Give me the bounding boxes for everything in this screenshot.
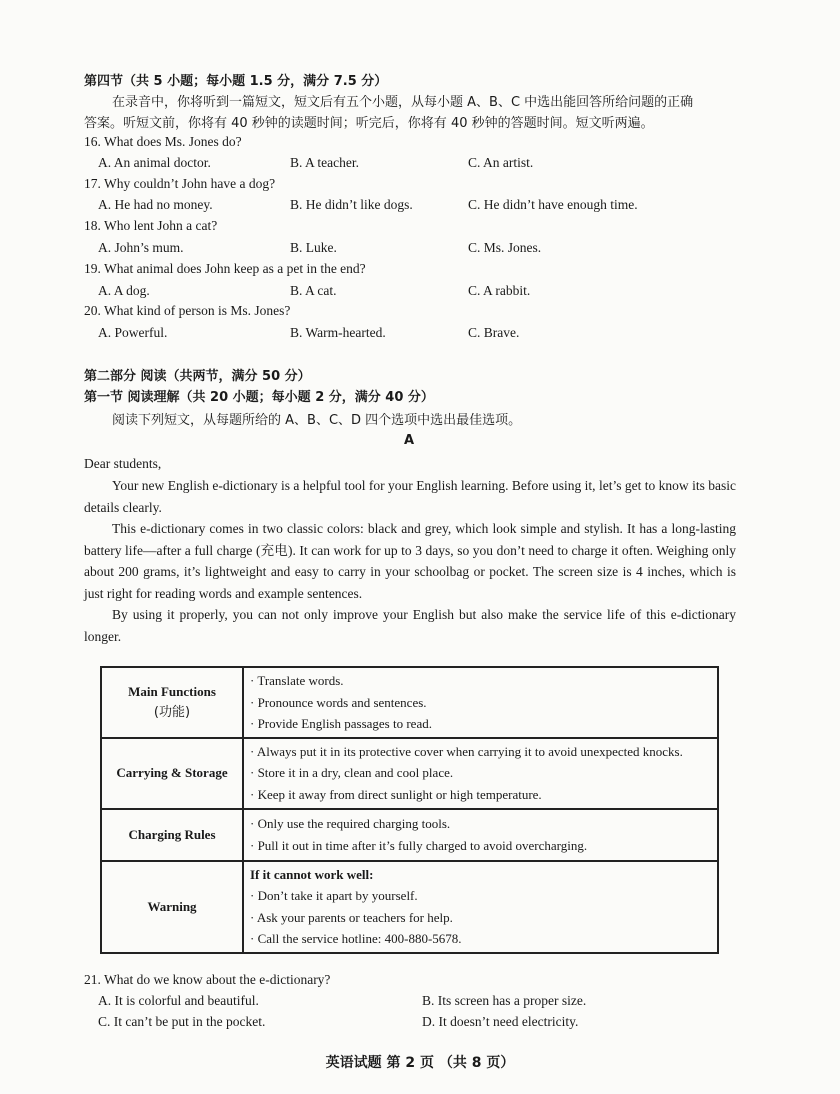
row-item: · Pull it out in time after it’s fully charged to avoid overcharging. xyxy=(250,837,588,853)
option-b: B. A teacher. xyxy=(290,155,359,170)
option-b: B. A cat. xyxy=(290,283,337,298)
table-row-charging-rules xyxy=(101,809,718,861)
passage-greeting: Dear students, xyxy=(84,456,162,471)
option-a: A. John’s mum. xyxy=(98,240,184,255)
passage-paragraph-2: This e-dictionary comes in two classic colors: black and grey, which look simple and stylish. It has a long-lasting battery life—after a full charge (充电). It can work for up to 3 days, so you don’t need to charge it often. Weighing only about 200 grams, it’s lightweight and easy to carry in your schoolbag or pocket. The screen size is 4 inches, which is just right for reading words and example sentences. xyxy=(84,521,736,601)
option-c: C. An artist. xyxy=(468,155,534,170)
table-row-carrying-storage xyxy=(101,738,718,809)
row-label: Carrying & Storage xyxy=(101,738,243,809)
row-heading: If it cannot work well: xyxy=(250,866,374,882)
question-text: 20. What kind of person is Ms. Jones? xyxy=(84,303,291,318)
row-item: · Don’t take it apart by yourself. xyxy=(250,888,418,903)
question-text: 18. Who lent John a cat? xyxy=(84,218,218,233)
passage-label: A xyxy=(404,433,415,448)
question-text: 17. Why couldn’t John have a dog? xyxy=(84,176,276,191)
option-a: A. It is colorful and beautiful. xyxy=(98,993,259,1008)
option-a: A. Powerful. xyxy=(98,325,168,340)
row-item: · Store it in a dry, clean and cool place. xyxy=(250,765,454,781)
row-item: · Keep it away from direct sunlight or high temperature. xyxy=(250,786,542,802)
section4-instructions-line2: 答案。听短文前，你将有 40 秒钟的读题时间；听完后，你将有 40 秒钟的答题时间。短文听两遍。 xyxy=(84,116,654,131)
row-label: Charging Rules xyxy=(101,809,243,861)
row-item: · Translate words. xyxy=(250,673,344,688)
dictionary-info-table xyxy=(100,666,719,954)
option-c: C. He didn’t have enough time. xyxy=(468,197,638,212)
option-b: B. He didn’t like dogs. xyxy=(290,197,413,212)
row-item: · Call the service hotline: 400-880-5678. xyxy=(250,931,462,946)
section4-instructions-line1: 在录音中，你将听到一篇短文，短文后有五个小题，从每小题 A、B、C 中选出能回答所给问题的正确 xyxy=(112,95,694,110)
option-c: C. Brave. xyxy=(468,325,520,340)
question-text: 19. What animal does John keep as a pet in the end? xyxy=(84,261,366,276)
row-label xyxy=(101,667,243,738)
table-row-main-functions xyxy=(101,667,718,738)
row-label-text: Main Functions xyxy=(128,683,216,699)
option-c: C. A rabbit. xyxy=(468,283,531,298)
section1-title: 第一节 阅读理解（共 20 小题；每小题 2 分，满分 40 分） xyxy=(84,390,434,405)
option-a: A. A dog. xyxy=(98,283,150,298)
passage-paragraph-1: Your new English e-dictionary is a helpful tool for your English learning. Before using it, let’s get to know its basic details clearly. xyxy=(84,478,736,515)
option-c: C. It can’t be put in the pocket. xyxy=(98,1014,266,1029)
option-a: A. An animal doctor. xyxy=(98,155,211,170)
row-content xyxy=(243,667,718,738)
section4-title: 第四节（共 5 小题；每小题 1.5 分，满分 7.5 分） xyxy=(84,74,388,89)
question-text: 21. What do we know about the e-dictionary? xyxy=(84,972,331,987)
question-text: 16. What does Ms. Jones do? xyxy=(84,134,242,149)
option-b: B. Luke. xyxy=(290,240,337,255)
option-b: B. Its screen has a proper size. xyxy=(422,993,587,1008)
passage-paragraph-3: By using it properly, you can not only improve your English but also make the service life of this e-dictionary longer. xyxy=(84,607,736,644)
row-item: · Only use the required charging tools. xyxy=(250,816,451,831)
page-footer: 英语试题 第 2 页 （共 8 页） xyxy=(325,1055,515,1071)
part2-title: 第二部分 阅读（共两节，满分 50 分） xyxy=(84,369,311,384)
option-d: D. It doesn’t need electricity. xyxy=(422,1014,579,1029)
option-b: B. Warm-hearted. xyxy=(290,325,386,340)
row-content xyxy=(243,809,718,861)
row-item: · Provide English passages to read. xyxy=(250,716,432,731)
option-a: A. He had no money. xyxy=(98,197,213,212)
table-row-warning xyxy=(101,861,718,953)
row-item: · Always put it in its protective cover when carrying it to avoid unexpected knocks. xyxy=(250,743,683,759)
row-content xyxy=(243,861,718,953)
row-item: · Ask your parents or teachers for help. xyxy=(250,909,453,925)
row-label: Warning xyxy=(101,861,243,953)
reading-instructions: 阅读下列短文，从每题所给的 A、B、C、D 四个选项中选出最佳选项。 xyxy=(112,413,522,428)
option-c: C. Ms. Jones. xyxy=(468,240,542,255)
row-label-translation: (功能) xyxy=(153,705,191,721)
row-item: · Pronounce words and sentences. xyxy=(250,694,427,710)
row-content xyxy=(243,738,718,809)
